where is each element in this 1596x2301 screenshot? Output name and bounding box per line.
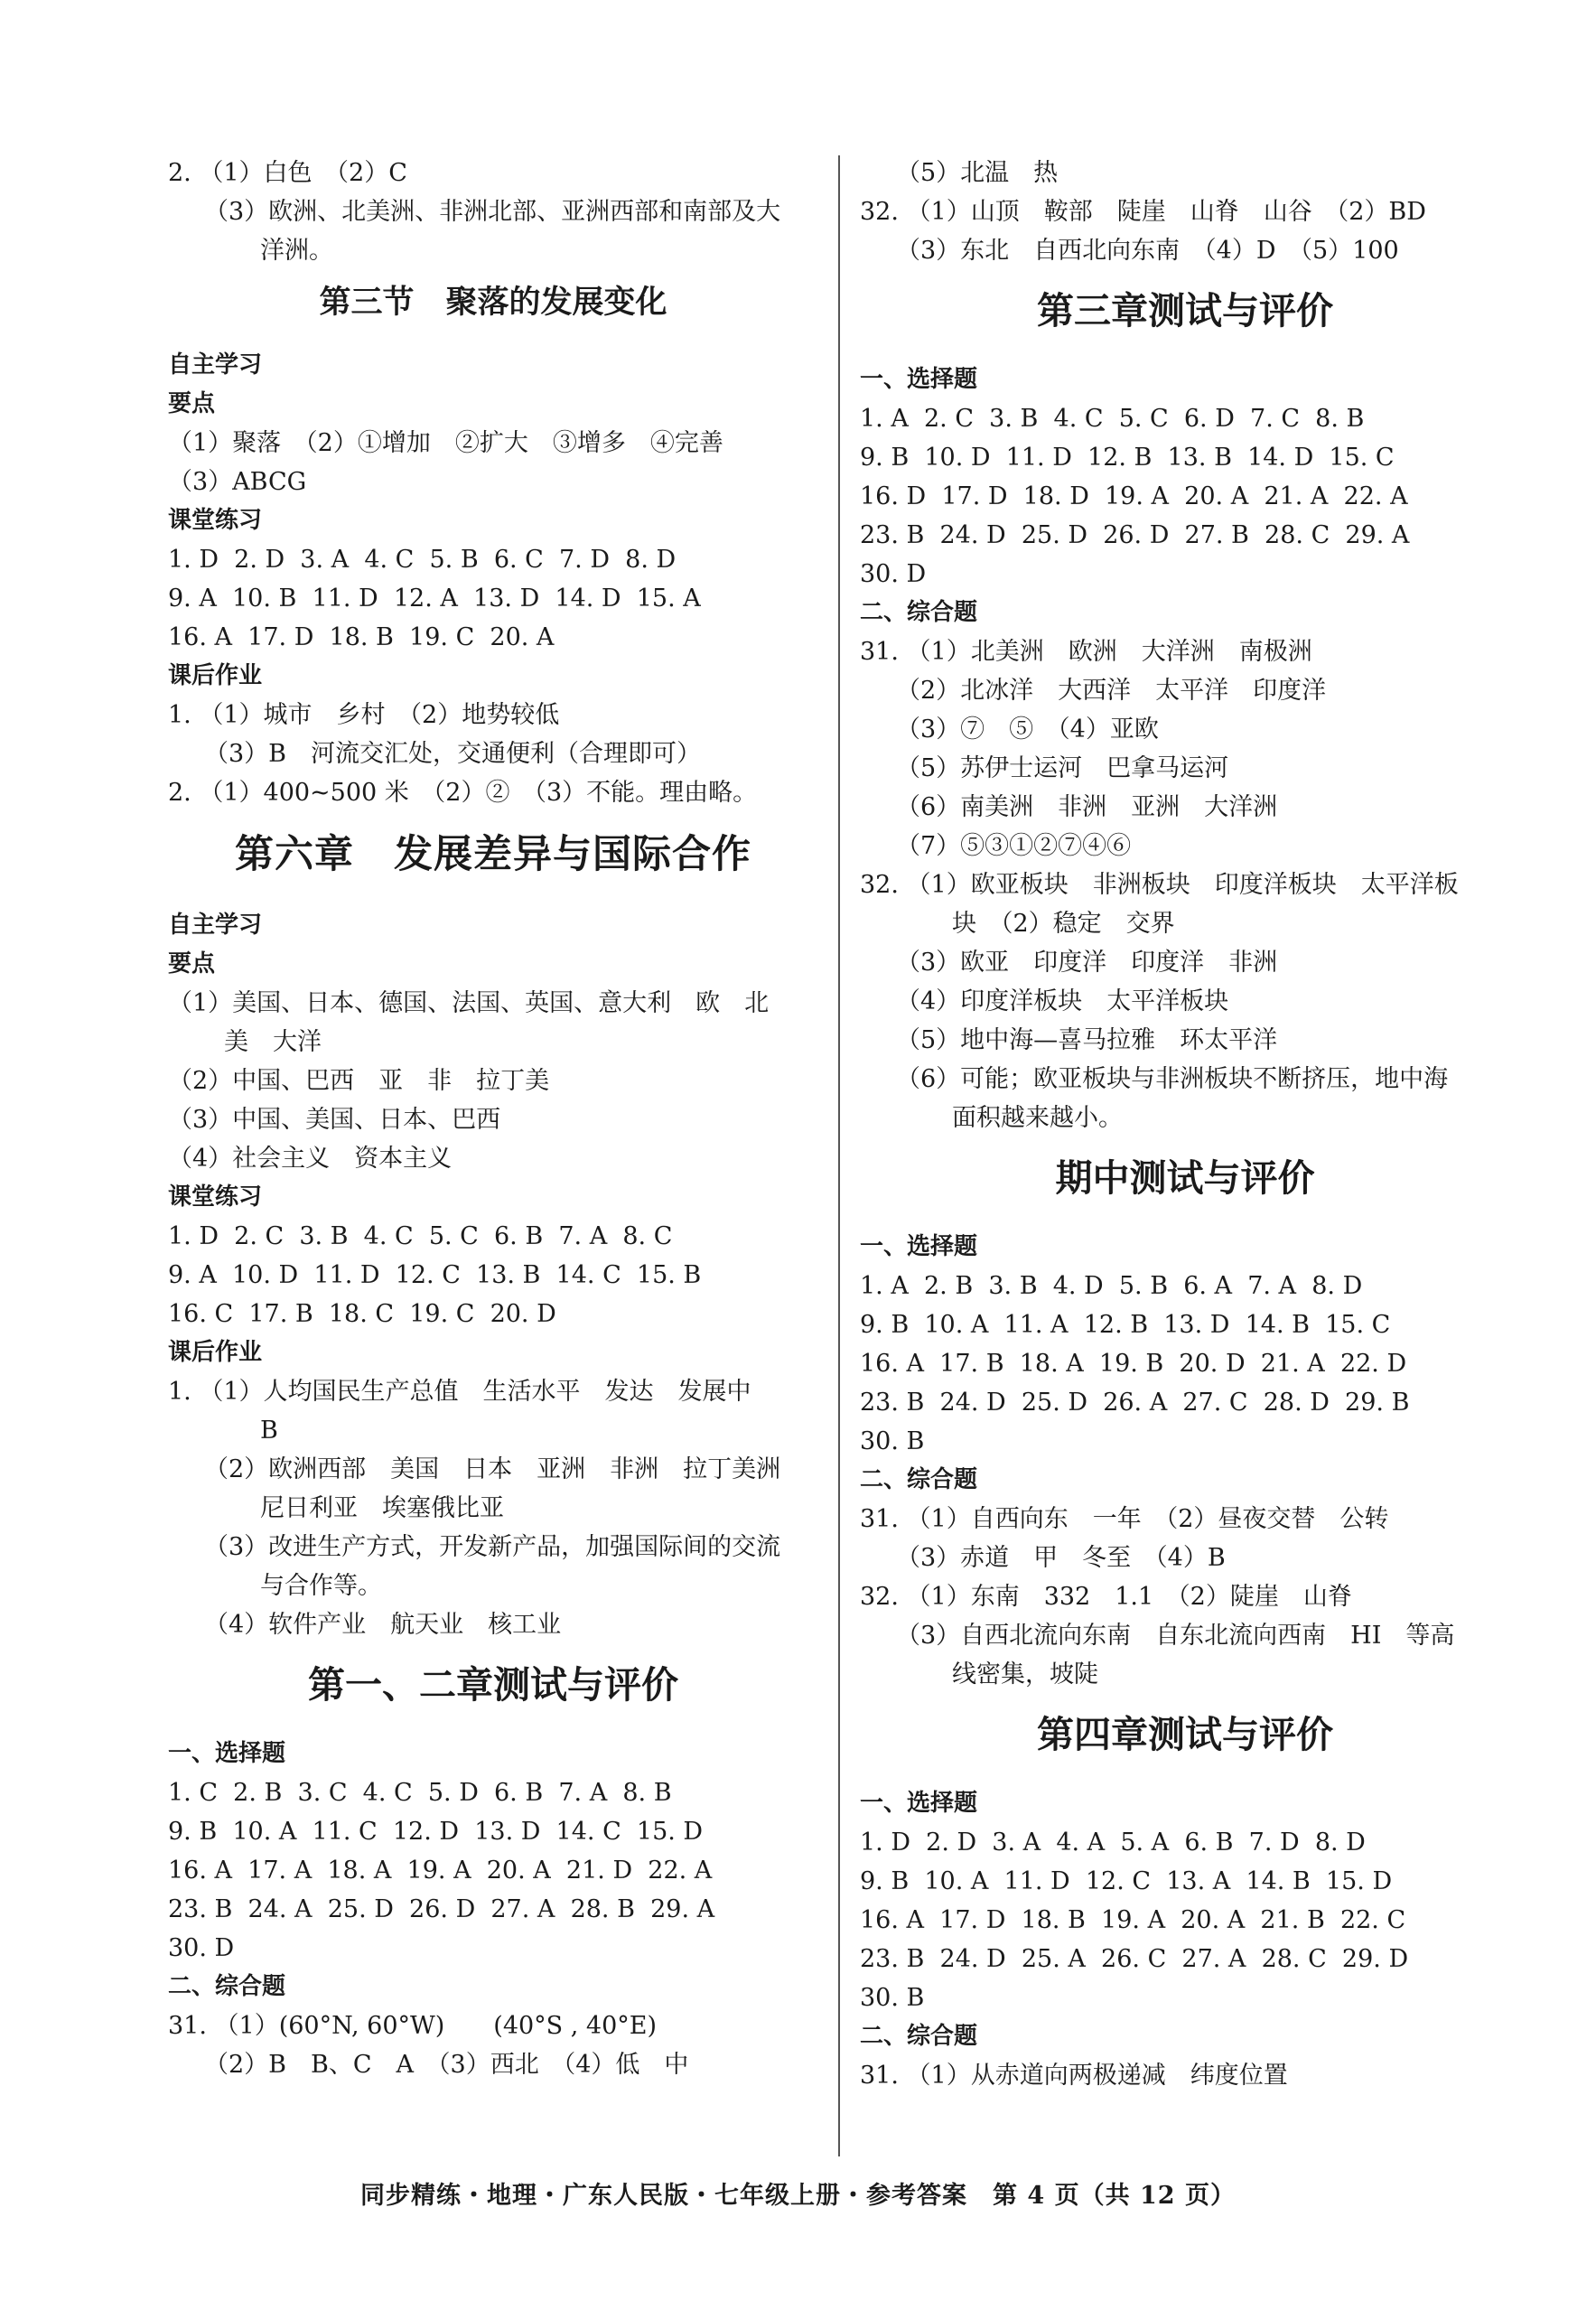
answer-line: （3）⑦ ⑤ （4）亚欧 xyxy=(896,716,1159,744)
answer-line: （5）北温 热 xyxy=(896,159,1059,187)
answer-line: 32. （1）山顶 鞍部 陡崖 山脊 山谷 （2）BD xyxy=(860,198,1426,226)
subsection-label: 课后作业 xyxy=(168,1339,263,1366)
subsection-label: 课堂练习 xyxy=(168,507,263,534)
answer-line: （4）印度洋板块 太平洋板块 xyxy=(896,987,1229,1015)
answer-line: 32. （1）欧亚板块 非洲板块 印度洋板块 太平洋板 xyxy=(860,871,1459,899)
right-column xyxy=(860,154,1510,2095)
answer-line: 1. C 2. B 3. C 4. C 5. D 6. B 7. A 8. B xyxy=(168,1779,672,1807)
answer-line: 美 大洋 xyxy=(224,1028,322,1056)
subsection-label: 一、选择题 xyxy=(168,1740,286,1767)
answer-line: 线密集，坡陡 xyxy=(952,1660,1098,1688)
answer-line: 9. B 10. A 11. D 12. C 13. A 14. B 15. D xyxy=(860,1867,1393,1895)
subsection-label: 要点 xyxy=(168,390,216,417)
answer-line: 30. B xyxy=(860,1427,925,1455)
answer-line: 与合作等。 xyxy=(260,1572,382,1600)
subsection-label: 课后作业 xyxy=(168,662,263,689)
answer-line: 23. B 24. D 25. A 26. C 27. A 28. C 29. D xyxy=(860,1945,1409,1973)
answer-line: 9. B 10. D 11. D 12. B 13. B 14. D 15. C xyxy=(860,444,1395,472)
left-column xyxy=(168,154,818,2084)
answer-line: 31. （1）自西向东 一年 （2）昼夜交替 公转 xyxy=(860,1505,1389,1533)
answer-line: 9. B 10. A 11. C 12. D 13. D 14. C 15. D xyxy=(168,1818,704,1846)
answer-line: （3）B 河流交汇处，交通便利（合理即可） xyxy=(204,740,702,768)
answer-line: （3）自西北流向东南 自东北流向西南 HI 等高 xyxy=(896,1622,1455,1650)
answer-line: （7）⑤③①②⑦④⑥ xyxy=(896,832,1132,860)
answer-line: 23. B 24. D 25. D 26. D 27. B 28. C 29. A xyxy=(860,521,1410,549)
answer-line: 16. D 17. D 18. D 19. A 20. A 21. A 22. A xyxy=(860,482,1408,510)
answer-line: （6）南美洲 非洲 亚洲 大洋洲 xyxy=(896,793,1278,821)
answer-line: 1. （1）人均国民生产总值 生活水平 发达 发展中 xyxy=(168,1378,751,1406)
answer-line: （1）美国、日本、德国、法国、英国、意大利 欧 北 xyxy=(168,989,770,1017)
page-footer: 同步精练・地理・广东人民版・七年级上册・参考答案 第 4 页（共 12 页） xyxy=(360,2182,1236,2210)
answer-line: 32. （1）东南 332 1.1 （2）陡崖 山脊 xyxy=(860,1583,1352,1611)
answer-line: （1）聚落 （2）①增加 ②扩大 ③增多 ④完善 xyxy=(168,429,723,457)
answer-line: 16. A 17. B 18. A 19. B 20. D 21. A 22. D xyxy=(860,1350,1407,1378)
subsection-label: 课堂练习 xyxy=(168,1183,263,1211)
answer-line: 2. （1）白色 （2）C xyxy=(168,159,407,187)
answer-line: 尼日利亚 埃塞俄比亚 xyxy=(260,1494,504,1522)
answer-line: 9. A 10. B 11. D 12. A 13. D 14. D 15. A xyxy=(168,585,701,613)
answer-line: 30. B xyxy=(860,1984,925,2012)
answer-line: 31. （1）从赤道向两极递减 纬度位置 xyxy=(860,2062,1288,2090)
answer-line: 1. A 2. B 3. B 4. D 5. B 6. A 7. A 8. D xyxy=(860,1272,1363,1300)
answer-line: （3）改进生产方式，开发新产品，加强国际间的交流 xyxy=(204,1533,781,1561)
answer-line: 23. B 24. A 25. D 26. D 27. A 28. B 29. A xyxy=(168,1895,715,1923)
test-title: 第一、二章测试与评价 xyxy=(308,1663,678,1707)
answer-line: （4）软件产业 航天业 核工业 xyxy=(204,1611,562,1639)
answer-line: 1. D 2. D 3. A 4. A 5. A 6. B 7. D 8. D xyxy=(860,1829,1366,1857)
chapter-title: 第六章 发展差异与国际合作 xyxy=(235,832,751,877)
answer-line: 面积越来越小。 xyxy=(952,1104,1123,1132)
answer-line: 30. D xyxy=(860,560,927,588)
answer-line: （3）欧亚 印度洋 印度洋 非洲 xyxy=(896,949,1278,977)
answer-line: 1. （1）城市 乡村 （2）地势较低 xyxy=(168,701,560,729)
test-title: 第三章测试与评价 xyxy=(1037,289,1333,332)
subsection-label: 二、综合题 xyxy=(860,1466,978,1493)
answer-line: 23. B 24. D 25. D 26. A 27. C 28. D 29. B xyxy=(860,1389,1410,1417)
answer-line: （2）北冰洋 大西洋 太平洋 印度洋 xyxy=(896,677,1327,705)
answer-line: （5）地中海—喜马拉雅 环太平洋 xyxy=(896,1026,1278,1054)
answer-line: 16. A 17. D 18. B 19. A 20. A 21. B 22. C xyxy=(860,1906,1406,1934)
answer-line: （6）可能；欧亚板块与非洲板块不断挤压，地中海 xyxy=(896,1065,1449,1093)
answer-line: （3）中国、美国、日本、巴西 xyxy=(168,1106,501,1134)
subsection-label: 一、选择题 xyxy=(860,1790,978,1817)
answer-line: （4）社会主义 资本主义 xyxy=(168,1145,453,1173)
test-title: 期中测试与评价 xyxy=(1055,1156,1315,1200)
answer-line: （2）欧洲西部 美国 日本 亚洲 非洲 拉丁美洲 xyxy=(204,1455,781,1483)
answer-line: （2）中国、巴西 亚 非 拉丁美 xyxy=(168,1067,550,1095)
subsection-label: 要点 xyxy=(168,950,216,977)
subsection-label: 二、综合题 xyxy=(168,1973,286,2000)
subsection-label: 二、综合题 xyxy=(860,2023,978,2050)
column-divider xyxy=(838,155,840,2156)
answer-line: 31. （1）(60°N, 60°W) (40°S , 40°E) xyxy=(168,2012,658,2040)
answer-line: 块 （2）稳定 交界 xyxy=(952,910,1175,938)
subsection-label: 一、选择题 xyxy=(860,366,978,393)
test-title: 第四章测试与评价 xyxy=(1037,1713,1333,1756)
subsection-label: 自主学习 xyxy=(168,912,263,939)
answer-line: （3）赤道 甲 冬至 （4）B xyxy=(896,1544,1226,1572)
answer-line: 30. D xyxy=(168,1934,235,1962)
answer-line: （3）东北 自西北向东南 （4）D （5）100 xyxy=(896,237,1399,265)
answer-line: 2. （1）400~500 米 （2）② （3）不能。理由略。 xyxy=(168,779,758,807)
answer-line: 9. B 10. A 11. A 12. B 13. D 14. B 15. C xyxy=(860,1311,1391,1339)
answer-line: 洋洲。 xyxy=(260,237,333,265)
answer-line: 1. D 2. D 3. A 4. C 5. B 6. C 7. D 8. D xyxy=(168,546,677,574)
answer-line: （3）欧洲、北美洲、非洲北部、亚洲西部和南部及大 xyxy=(204,198,781,226)
answer-line: 9. A 10. D 11. D 12. C 13. B 14. C 15. B xyxy=(168,1261,702,1289)
answer-line: （5）苏伊士运河 巴拿马运河 xyxy=(896,754,1229,782)
subsection-label: 二、综合题 xyxy=(860,599,978,626)
answer-line: （2）B B、C A （3）西北 （4）低 中 xyxy=(204,2051,689,2079)
answer-line: 16. C 17. B 18. C 19. C 20. D xyxy=(168,1300,556,1328)
answer-line: 16. A 17. D 18. B 19. C 20. A xyxy=(168,623,555,651)
answer-line: 1. A 2. C 3. B 4. C 5. C 6. D 7. C 8. B xyxy=(860,405,1365,433)
answer-line: 16. A 17. A 18. A 19. A 20. A 21. D 22. A xyxy=(168,1857,713,1885)
section-title: 第三节 聚落的发展变化 xyxy=(319,285,667,321)
answer-line: 31. （1）北美洲 欧洲 大洋洲 南极洲 xyxy=(860,638,1312,666)
answer-line: （3）ABCG xyxy=(168,468,307,496)
answer-line: B xyxy=(260,1417,278,1445)
answer-line: 1. D 2. C 3. B 4. C 5. C 6. B 7. A 8. C xyxy=(168,1222,673,1250)
subsection-label: 一、选择题 xyxy=(860,1233,978,1260)
subsection-label: 自主学习 xyxy=(168,351,263,379)
